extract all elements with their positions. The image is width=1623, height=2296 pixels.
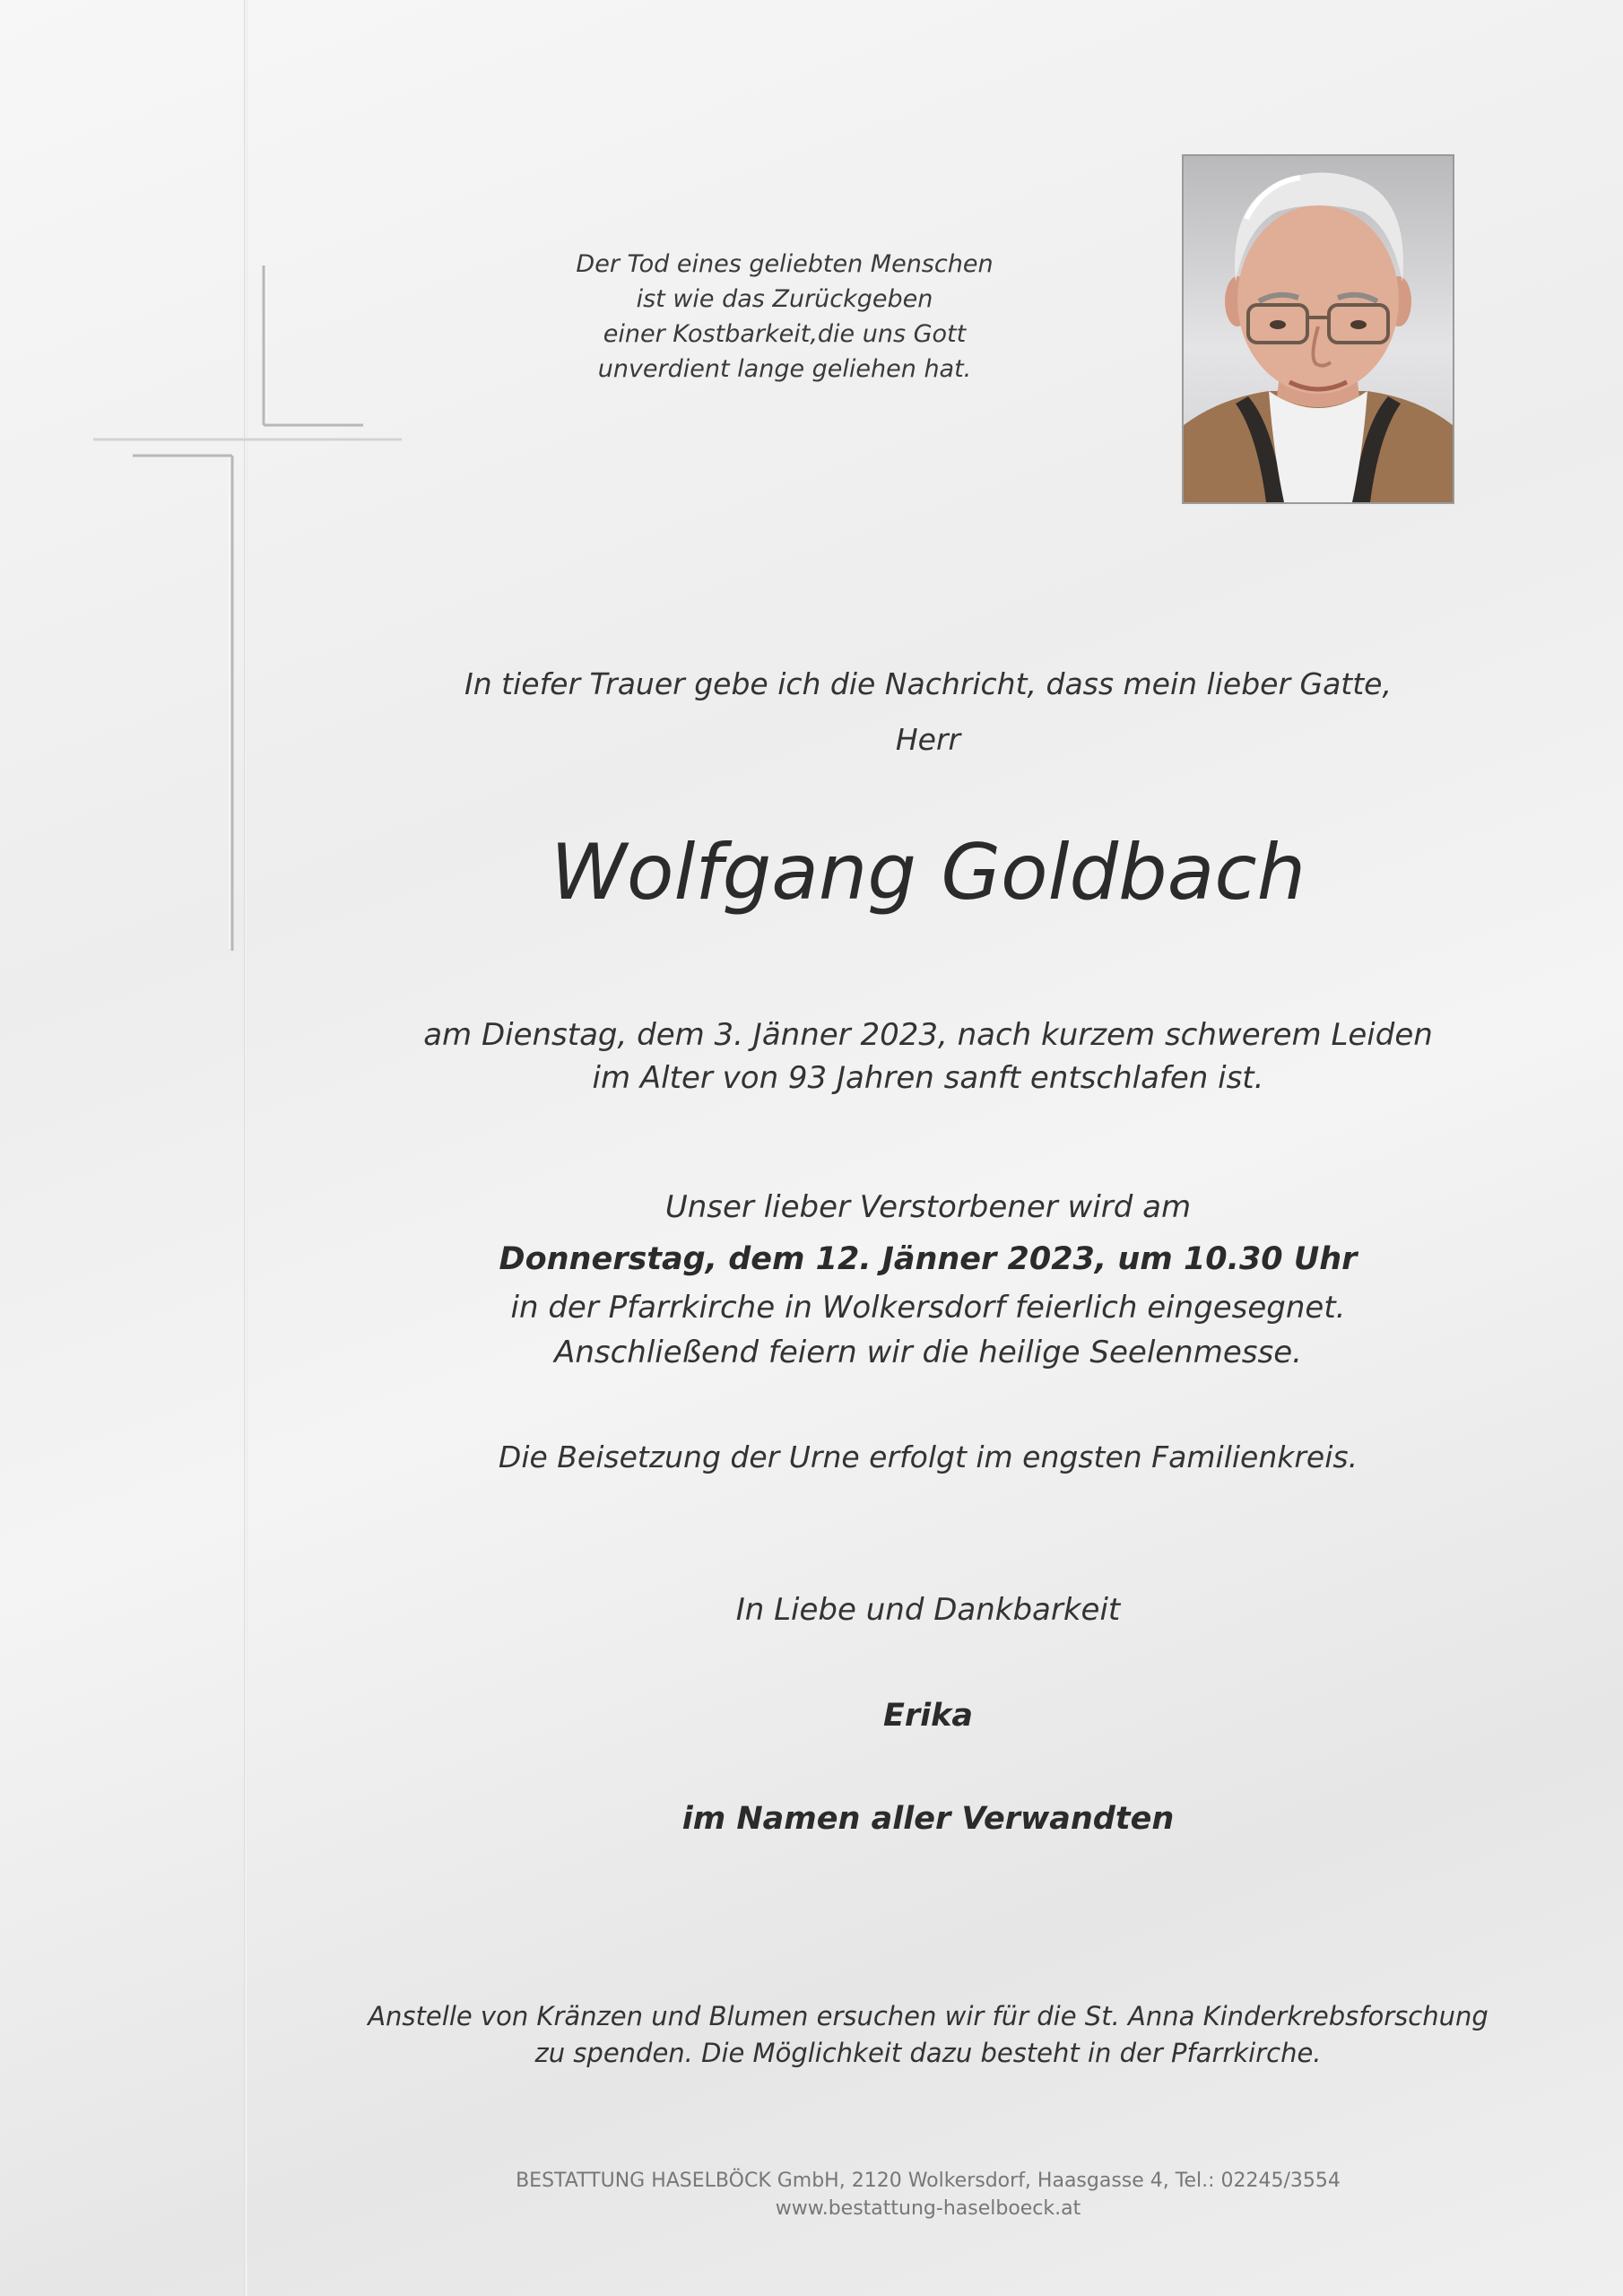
- quote-line: Der Tod eines geliebten Menschen: [576, 250, 994, 278]
- death-notice: [359, 1013, 1497, 1100]
- donation-request: [359, 1998, 1497, 2072]
- burial-notice: Die Beisetzung der Urne erfolgt im engsten Familienkreis.: [498, 1439, 1358, 1474]
- quote-line: unverdient lange geliehen hat.: [597, 355, 972, 383]
- family-signature: im Namen aller Verwandten: [681, 1801, 1175, 1837]
- donation-line: Anstelle von Kränzen und Blumen ersuchen wir für die St. Anna Kinderkrebsforschung: [368, 2001, 1488, 2031]
- portrait-photo: [1182, 154, 1454, 504]
- funeral-line: in der Pfarrkirche in Wolkersdorf feierlich eingesegnet.: [510, 1290, 1346, 1326]
- quote-line: ist wie das Zurückgeben: [636, 285, 933, 313]
- closing-phrase: In Liebe und Dankbarkeit: [735, 1592, 1121, 1628]
- footer-address: BESTATTUNG HASELBÖCK GmbH, 2120 Wolkersdorf, Haasgasse 4, Tel.: 02245/3554: [516, 2170, 1341, 2192]
- announcement-intro: [359, 657, 1497, 768]
- funeral-details: [359, 1181, 1497, 1375]
- quote-block: [538, 247, 1031, 387]
- intro-line: In tiefer Trauer gebe ich die Nachricht, dass mein lieber Gatte,: [464, 666, 1392, 701]
- funeral-line: Unser lieber Verstorbener wird am: [664, 1189, 1192, 1225]
- footer-website: www.bestattung-haselboeck.at: [775, 2197, 1081, 2220]
- cross-icon: [0, 0, 412, 987]
- intro-title: Herr: [895, 722, 961, 757]
- death-line: im Alter von 93 Jahren sanft entschlafen ist.: [592, 1060, 1264, 1096]
- donation-line: zu spenden. Die Möglichkeit dazu besteht in der Pfarrkirche.: [534, 2038, 1322, 2068]
- quote-line: einer Kostbarkeit,die uns Gott: [603, 320, 967, 348]
- death-line: am Dienstag, dem 3. Jänner 2023, nach kurzem schwerem Leiden: [423, 1017, 1433, 1053]
- funeral-home-footer: [359, 2167, 1497, 2222]
- funeral-date: Donnerstag, dem 12. Jänner 2023, um 10.30 Uhr: [499, 1241, 1358, 1277]
- funeral-line: Anschließend feiern wir die heilige Seelenmesse.: [554, 1335, 1302, 1370]
- signer-name: Erika: [882, 1698, 974, 1734]
- deceased-name: Wolfgang Goldbach: [550, 828, 1306, 918]
